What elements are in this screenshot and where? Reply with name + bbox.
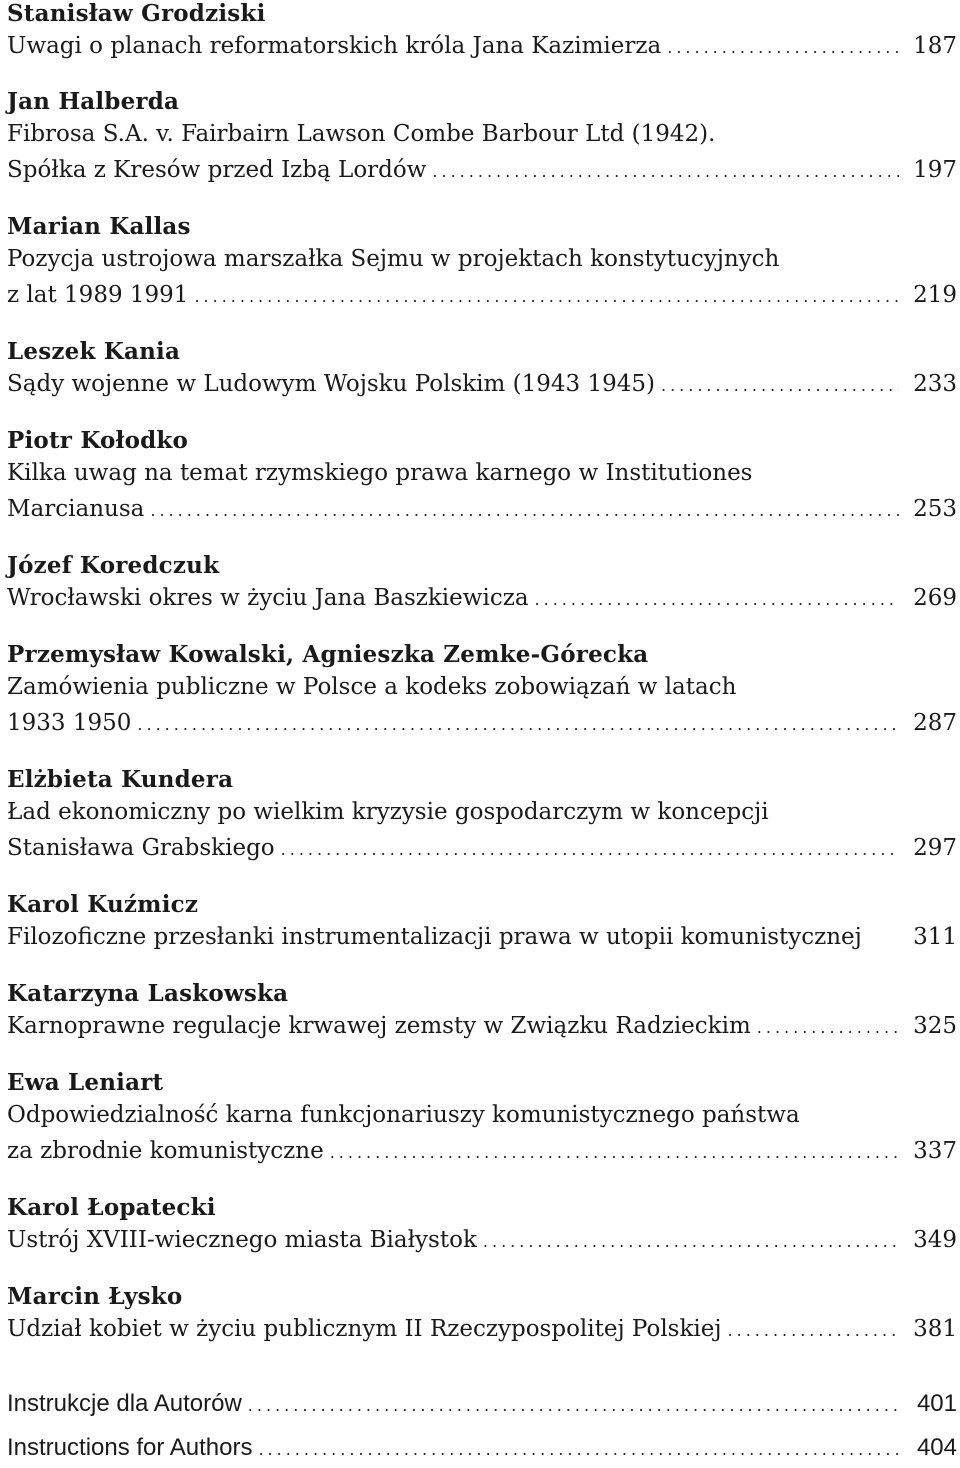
dot-leader	[667, 30, 899, 66]
entry-title-last-line	[7, 830, 957, 866]
toc-entry	[7, 1386, 957, 1422]
entry-title-line: Zamówienia publiczne w Polsce a kodeks zobowiązań w latach	[7, 674, 737, 700]
entry-title: Uwagi o planach reformatorskich króla Jana Kazimierza	[7, 33, 662, 59]
toc-entry	[7, 766, 957, 866]
entry-author: Jan Halberda	[7, 88, 180, 115]
dot-leader	[258, 1432, 903, 1468]
page-number: 219	[913, 282, 957, 308]
page-number: 349	[913, 1227, 957, 1253]
toc-entry	[7, 980, 957, 1044]
entry-title-line: Odpowiedzialność karna funkcjonariuszy komunistycznego państwa	[7, 1102, 800, 1128]
entry-title-line: Ład ekonomiczny po wielkim kryzysie gospodarczym w koncepcji	[7, 799, 769, 825]
page-number: 311	[913, 924, 957, 950]
entry-author: Marcin Łysko	[7, 1283, 183, 1310]
entry-title-last-line	[7, 1430, 957, 1466]
entry-author: Józef Koredczuk	[7, 552, 220, 579]
dot-leader	[757, 1010, 899, 1046]
toc-entry	[7, 1069, 957, 1169]
page-number: 404	[916, 1434, 957, 1461]
entry-title: 1933 1950	[7, 710, 132, 736]
page-number: 253	[913, 496, 957, 522]
entry-author: Elżbieta Kundera	[7, 766, 234, 793]
entry-title-last-line	[7, 28, 957, 64]
dot-leader	[483, 1224, 899, 1260]
dot-leader	[137, 707, 899, 743]
dot-leader	[194, 279, 899, 315]
entry-author: Ewa Leniart	[7, 1069, 164, 1096]
entry-title: za zbrodnie komunistyczne	[7, 1138, 324, 1164]
entry-title-last-line	[7, 491, 957, 527]
toc-entry	[7, 0, 957, 64]
entry-author: Marian Kallas	[7, 213, 191, 240]
entry-title-last-line	[7, 1222, 957, 1258]
entry-title-last-line	[7, 1008, 957, 1044]
entry-title: Stanisława Grabskiego	[7, 835, 275, 861]
entry-title-last-line	[7, 919, 957, 955]
entry-title-last-line	[7, 1311, 957, 1347]
toc-entry	[7, 1283, 957, 1347]
page-number: 233	[913, 371, 957, 397]
page-number: 187	[913, 33, 957, 59]
entry-title: z lat 1989 1991	[7, 282, 189, 308]
dot-leader	[535, 582, 900, 618]
dot-leader	[661, 368, 899, 404]
entry-title-last-line	[7, 580, 957, 616]
page-number: 287	[913, 710, 957, 736]
dot-leader	[248, 1388, 903, 1424]
entry-title: Instrukcje dla Autorów	[7, 1390, 242, 1417]
entry-title: Marcianusa	[7, 496, 145, 522]
page-number: 269	[913, 585, 957, 611]
toc-entry	[7, 1194, 957, 1258]
entry-title-last-line	[7, 277, 957, 313]
entry-title-line: Kilka uwag na temat rzymskiego prawa karnego w Institutiones	[7, 460, 753, 486]
dot-leader	[728, 1313, 900, 1349]
page-number: 197	[913, 157, 957, 183]
entry-title: Instructions for Authors	[7, 1434, 253, 1461]
dot-leader	[432, 154, 899, 190]
toc-entry	[7, 427, 957, 527]
toc-entry	[7, 88, 957, 188]
entry-title-line: Fibrosa S.A. v. Fairbairn Lawson Combe Barbour Ltd (1942).	[7, 121, 716, 147]
entry-title: Ustrój XVIII-wiecznego miasta Białystok	[7, 1227, 477, 1253]
page-number: 337	[913, 1138, 957, 1164]
entry-title-last-line	[7, 366, 957, 402]
toc-entry	[7, 338, 957, 402]
entry-author: Piotr Kołodko	[7, 427, 189, 454]
entry-author: Karol Łopatecki	[7, 1194, 216, 1221]
entry-title: Karnoprawne regulacje krwawej zemsty w Związku Radzieckim	[7, 1013, 751, 1039]
entry-author: Leszek Kania	[7, 338, 181, 365]
entry-title: Udział kobiet w życiu publicznym II Rzeczypospolitej Polskiej	[7, 1316, 722, 1342]
entry-title: Sądy wojenne w Ludowym Wojsku Polskim (1943 1945)	[7, 371, 655, 397]
entry-author: Stanisław Grodziski	[7, 0, 266, 27]
entry-author: Katarzyna Laskowska	[7, 980, 289, 1007]
page-number: 325	[913, 1013, 957, 1039]
dot-leader	[150, 493, 899, 529]
page-number: 381	[913, 1316, 957, 1342]
dot-leader	[281, 832, 899, 868]
toc-entry	[7, 213, 957, 313]
entry-title-last-line	[7, 705, 957, 741]
page-number: 401	[916, 1390, 957, 1417]
entry-title-line: Pozycja ustrojowa marszałka Sejmu w projektach konstytucyjnych	[7, 246, 780, 272]
entry-title: Filozoficzne przesłanki instrumentalizacji prawa w utopii komunistycznej	[7, 924, 862, 950]
entry-title: Spółka z Kresów przed Izbą Lordów	[7, 157, 427, 183]
toc-entry	[7, 1430, 957, 1466]
entry-title-last-line	[7, 1133, 957, 1169]
dot-leader	[330, 1135, 899, 1171]
entry-author: Przemysław Kowalski, Agnieszka Zemke-Górecka	[7, 641, 649, 668]
page-number: 297	[913, 835, 957, 861]
toc-entry	[7, 891, 957, 955]
entry-title-last-line	[7, 1386, 957, 1422]
toc-entry	[7, 641, 957, 741]
entry-title: Wrocławski okres w życiu Jana Baszkiewicza	[7, 585, 529, 611]
toc-entry	[7, 552, 957, 616]
entry-title-last-line	[7, 152, 957, 188]
entry-author: Karol Kuźmicz	[7, 891, 199, 918]
